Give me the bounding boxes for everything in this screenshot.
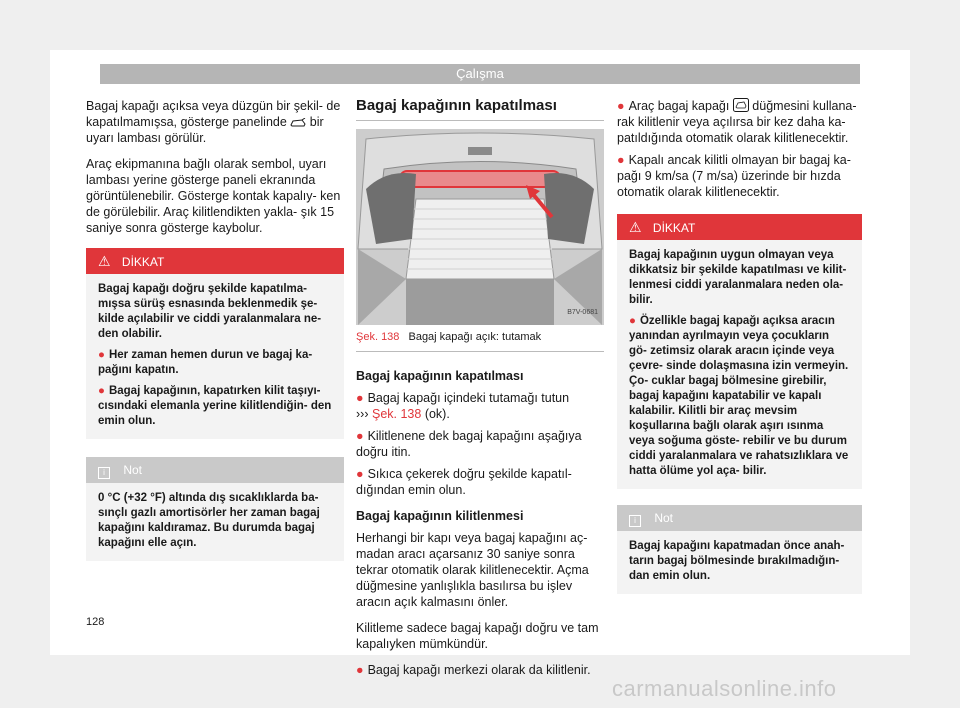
bullet-icon: ● (629, 315, 636, 327)
bullet-icon: ● (356, 663, 364, 677)
bullet-icon: ● (356, 391, 364, 405)
list-item (356, 428, 604, 460)
warning-intro: Bagaj kapağı doğru şekilde kapatılma- mışsa sürüş esnasında beklenmedik şe- kilde açılabilir ve ciddi yaralanmalara ne- den olabilir. (98, 283, 322, 340)
list-item-text: düğmesini kullana- rak kilitlenir veya açılırsa bir kez daha ka- patıldığında otomatik olarak kilitlenecektir. (617, 99, 857, 145)
list-item (356, 662, 604, 678)
warning-item (98, 348, 332, 378)
note-body: Bagaj kapağını kapatmadan önce anah- tarın bagaj bölmesinde bırakılmadığın- dan emin olun. (629, 540, 845, 582)
note-header (617, 505, 862, 531)
note-icon: i (629, 515, 641, 527)
note-header (86, 457, 344, 483)
note-title: Not (123, 463, 143, 477)
warning-item-text: Bagaj kapağının, kapatırken kilit taşıyı- cısındaki elemanla yerine kilitlendiğin- den emin olun. (98, 385, 332, 427)
note-box (86, 457, 344, 561)
note-body: 0 °C (+32 °F) altında dış sıcaklıklarda ba- sınçlı gazlı amortisörler her zaman bagaj kapağını kaldıramaz. Bu durumda bagaj kapağını elle açın. (98, 492, 320, 549)
warning-item (629, 314, 850, 479)
figure-trunk-open (356, 129, 604, 325)
warning-title: DİKKAT (121, 255, 165, 269)
figure-caption (356, 325, 604, 352)
caption-ref: Şek. 138 (356, 331, 400, 343)
list-item (356, 390, 604, 422)
list-item-text: Bagaj kapağı içindeki tutamağı tutun (367, 391, 570, 405)
warning-item-text: Her zaman hemen durun ve bagaj ka- pağını kapatın. (98, 349, 313, 376)
warning-header (617, 214, 862, 240)
bullet-icon: ● (356, 429, 364, 443)
list-item (356, 466, 604, 498)
figure-link[interactable]: Şek. 138 (371, 407, 422, 421)
note-box (617, 505, 862, 594)
chapter-header: Çalışma (100, 64, 860, 84)
trunk-illustration (356, 129, 604, 325)
trunk-button-icon (733, 98, 749, 112)
bullet-icon: ● (617, 153, 625, 167)
caption-text: Bagaj kapağı açık: tutamak (408, 331, 542, 343)
paragraph-text: Bagaj kapağı açıksa veya düzgün bir şekil- de kapatılmamışsa, gösterge panelinde (86, 99, 341, 129)
column-right (617, 98, 862, 594)
bullet-icon: ● (98, 385, 105, 397)
subheading: Bagaj kapağının kapatılması (356, 369, 524, 383)
warning-title: DİKKAT (652, 221, 696, 235)
paragraph (86, 98, 344, 146)
reference-arrow: ››› (356, 407, 369, 421)
warning-item (98, 384, 332, 429)
note-title: Not (654, 511, 674, 525)
list-item (617, 152, 862, 200)
list-item-text: Araç bagaj kapağı (628, 99, 730, 113)
warning-triangle-icon: ⚠ (629, 219, 642, 235)
open-trunk-icon (290, 118, 306, 128)
paragraph: Kilitleme sadece bagaj kapağı doğru ve tam kapalıyken mümkündür. (356, 621, 599, 651)
list-item-text: (ok). (424, 407, 450, 421)
section-title: Bagaj kapağının kapatılması (356, 98, 604, 121)
warning-body (86, 274, 344, 439)
note-icon: i (98, 467, 110, 479)
list-item-text: Kapalı ancak kilitli olmayan bir bagaj ka- pağı 9 km/sa (7 m/sa) üzerinde bir hızda otomatik olarak kilitlenecektir. (617, 153, 851, 199)
list-item-text: Kilitlenene dek bagaj kapağını aşağıya doğru itin. (356, 429, 582, 459)
warning-item-text: Özellikle bagaj kapağı açıksa aracın yanından ayrılmayın veya çocukların gö- zetimsiz olarak aracın içinde veya çevre- sinde dolaşmasına izin vermeyin. Ço- cuklar bagaj bölmesine girebilir, bagaj kapağını kapatabilir ve kapalı kalabilir. Kilitli bir araç mevsim koşullarına bağlı olarak aşırı ısınma veya soğuma göste- rebilir ve bu durum ciddi yaralanmalara ve rahatsızlıklara ve hatta ölüme yol aça- bilir. (629, 315, 849, 477)
figure-code: B7V-0681 (567, 309, 598, 316)
bullet-icon: ● (98, 349, 105, 361)
warning-box (617, 214, 862, 489)
watermark: carmanualsonline.info (612, 676, 837, 701)
warning-intro: Bagaj kapağının uygun olmayan veya dikkatsiz bir şekilde kapatılması ve kilit- lenmesi ciddi yaralanmalara neden ola- bilir. (629, 249, 847, 306)
paragraph-text: bir uyarı lambası görülür. (86, 115, 324, 145)
page-number: 128 (86, 616, 105, 628)
subheading: Bagaj kapağının kilitlenmesi (356, 509, 524, 523)
list-item-text: Sıkıca çekerek doğru şekilde kapatıl- dığından emin olun. (356, 467, 572, 497)
paragraph: Herhangi bir kapı veya bagaj kapağını aç- madan aracı açarsanız 30 saniye sonra tekrar otomatik olarak kilitlenecektir. Açma düğmesine yanlışlıkla basılırsa bu işlev aracın açık kalmasını önler. (356, 531, 589, 609)
warning-header (86, 248, 344, 274)
column-middle (356, 98, 604, 688)
column-left (86, 98, 344, 561)
warning-body (617, 240, 862, 489)
paragraph: Araç ekipmanına bağlı olarak sembol, uyarı lambası yerine gösterge paneli ekranında görüntülenebilir. Gösterge kontak kapalıy- ken de görülebilir. Araç kilitlendikten yakla- şık 15 saniye sonra gösterge kaybolur. (86, 157, 341, 235)
warning-box (86, 248, 344, 439)
warning-triangle-icon: ⚠ (98, 253, 111, 269)
list-item-text: Bagaj kapağı merkezi olarak da kilitlenir. (367, 663, 591, 677)
bullet-icon: ● (617, 99, 625, 113)
list-item (617, 98, 862, 146)
bullet-icon: ● (356, 467, 364, 481)
